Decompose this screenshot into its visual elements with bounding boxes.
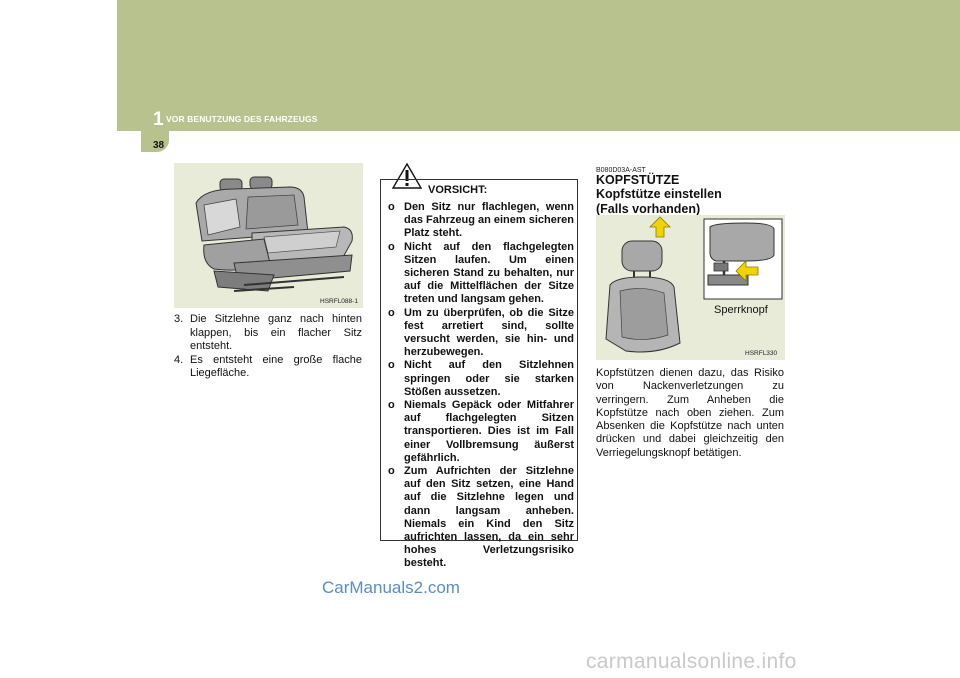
caution-box [380,179,578,570]
chapter-number: 1 [153,109,164,130]
list-item [388,201,574,241]
caution-title: VORSICHT: [428,184,488,196]
caution-text: Niemals Gepäck oder Mitfahrer auf flachgelegten Sitzen transportieren. Dies ist im Fall einer Vollbremsung äußerst gefährlich. [404,399,574,464]
list-item [388,307,574,360]
bullet: o [388,306,395,319]
caution-text: Um zu überprüfen, ob die Sitze fest arretiert sind, sollte versucht werden, sie hin- und herzubewegen. [404,306,574,359]
caution-text: Nicht auf den flachgelegten Sitzen laufen. Um einen sicheren Stand zu behalten, nur auf die Mittelflächen der Sitze treten und langsam gehen. [404,240,574,306]
page-number: 38 [153,140,165,151]
watermark-carmanuals2[interactable]: CarManuals2.com [322,578,460,597]
watermark-carmanualsonline[interactable]: carmanualsonline.info [586,650,797,673]
headrest-body-text: Kopfstützen dienen dazu, das Risiko von Nackenverletzungen zu verringern. Zum Anheben die Kopfstütze nach oben ziehen. Zum Absenken die Kopfstütze nach unten drücken und dabei gleichzeitig den Verriegelungsknopf betätigen. [596,367,784,459]
header-band [117,0,960,131]
section-subtitle [596,187,722,216]
bullet: o [388,465,395,478]
list-item [388,241,574,307]
steps-list [174,313,362,381]
list-item [388,399,574,465]
list-item [388,359,574,399]
subtitle-line-1: Kopfstütze einstellen [596,187,722,201]
step-text: Die Sitzlehne ganz nach hinten klappen, bis ein flacher Sitz entsteht. [190,313,362,352]
caution-list [388,201,574,571]
caution-text: Den Sitz nur flachlegen, wenn das Fahrzeug an einem sicheren Platz steht. [404,201,574,240]
list-item [174,313,362,354]
step-text: Es entsteht eine große flache Liegefläche. [190,353,362,379]
step-number: 3. [174,313,184,325]
subtitle-line-2: (Falls vorhanden) [596,201,701,216]
step-number: 4. [174,353,184,366]
figure-left-label: HSRFL088-1 [320,298,358,305]
caution-text: Zum Aufrichten der Sitzlehne auf den Sitz setzen, eine Hand auf die Sitzlehne legen und dann langsam anheben. Niemals ein Kind den Sitz aufrichten lassen, da ein sehr hohes Verletzungsrisiko besteht. [404,465,574,570]
sperrknopf-callout: Sperrknopf [714,304,768,316]
bullet: o [388,359,395,372]
section-title: KOPFSTÜTZE [596,173,680,187]
section-code: B080D03A-AST [596,167,646,174]
figure-right-label: HSRFL330 [745,350,778,357]
figure-seats-flat [174,163,363,308]
list-item [174,354,362,381]
bullet: o [388,399,395,412]
headrest-illustration [596,215,785,360]
bullet: o [388,201,395,213]
bullet: o [388,240,395,253]
chapter-title: VOR BENUTZUNG DES FAHRZEUGS [166,114,318,124]
seats-flat-illustration [174,163,363,308]
caution-text: Nicht auf den Sitzlehnen springen oder sie starken Stößen aussetzen. [404,359,574,398]
list-item [388,465,574,571]
figure-headrest [596,215,785,360]
